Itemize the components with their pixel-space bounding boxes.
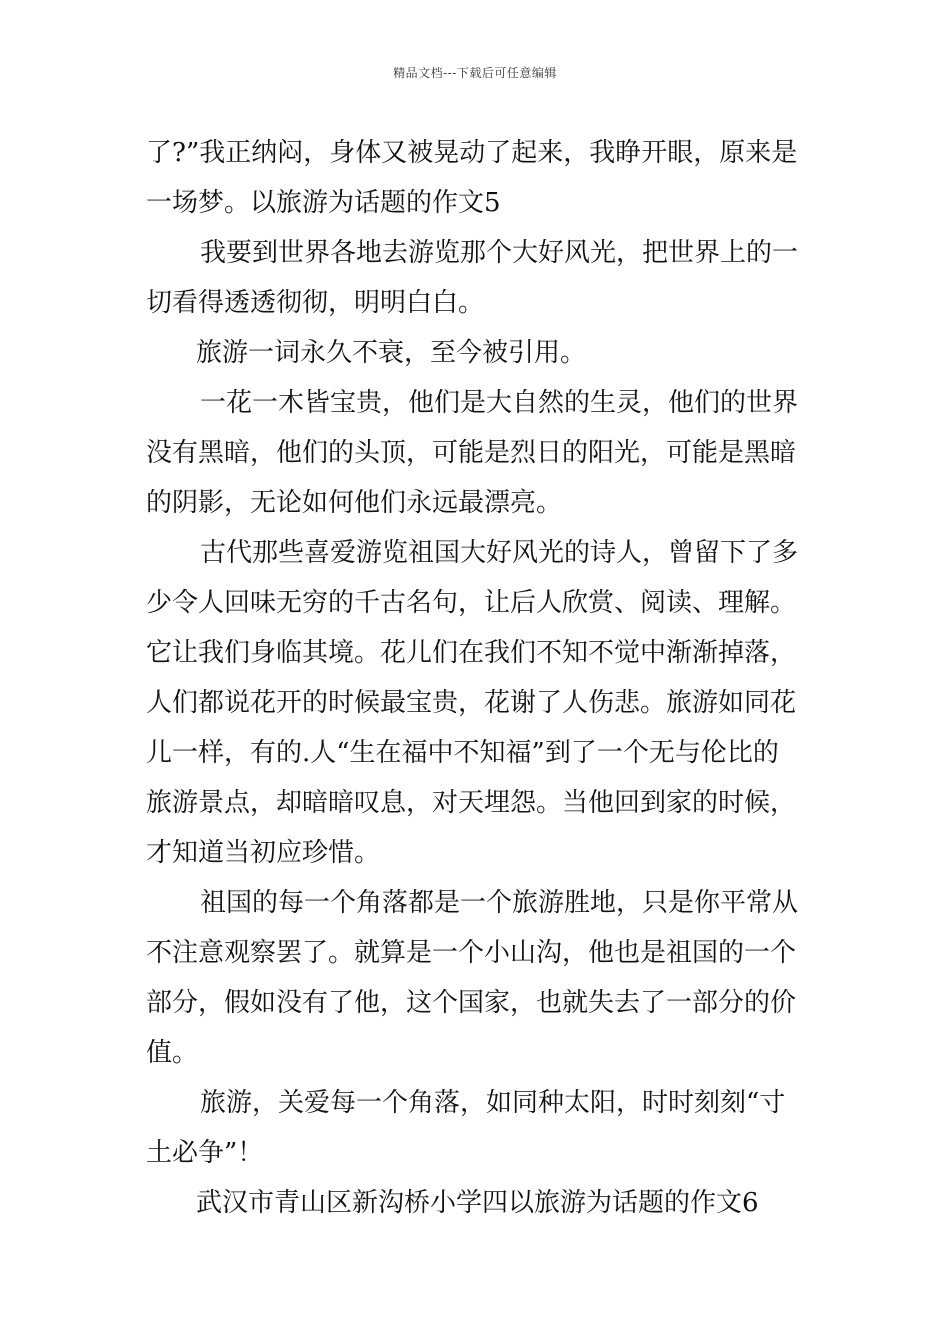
- text-line: 它让我们身临其境。花儿们在我们不知不觉中渐渐掉落，: [146, 638, 797, 668]
- text-line: 少令人回味无穷的千古名句，让后人欣赏、阅读、理解。: [146, 588, 797, 618]
- text-line: 祖国的每一个角落都是一个旅游胜地，只是你平常从: [200, 888, 799, 918]
- text-line: 一花一木皆宝贵，他们是大自然的生灵，他们的世界: [200, 388, 799, 418]
- text-line: 旅游，关爱每一个角落，如同种太阳，时时刻刻“寸: [200, 1088, 786, 1118]
- text-line: 我要到世界各地去游览那个大好风光，把世界上的一: [200, 238, 799, 268]
- text-line: 旅游景点，却暗暗叹息，对天埋怨。当他回到家的时候，: [146, 788, 797, 818]
- text-line: 人们都说花开的时候最宝贵，花谢了人伤悲。旅游如同花: [146, 688, 797, 718]
- text-line: 武汉市青山区新沟桥小学四以旅游为话题的作文6: [196, 1188, 759, 1218]
- text-line: 儿一样，有的.人“生在福中不知福”到了一个无与伦比的: [146, 738, 779, 768]
- text-line: 的阴影，无论如何他们永远最漂亮。: [146, 488, 563, 518]
- text-line: 了?”我正纳闷，身体又被晃动了起来，我睁开眼，原来是: [146, 138, 798, 168]
- text-line: 切看得透透彻彻，明明白白。: [146, 288, 485, 318]
- text-line: 不注意观察罢了。就算是一个小山沟，他也是祖国的一个: [146, 938, 797, 968]
- text-line: 才知道当初应珍惜。: [146, 838, 381, 868]
- text-line: 值。: [146, 1038, 199, 1068]
- text-line: 旅游一词永久不衰，至今被引用。: [196, 338, 587, 368]
- text-line: 一场梦。以旅游为话题的作文5: [146, 188, 501, 218]
- text-line: 没有黑暗，他们的头顶，可能是烈日的阳光，可能是黑暗: [146, 438, 797, 468]
- text-line: 部分，假如没有了他，这个国家，也就失去了一部分的价: [146, 988, 797, 1018]
- text-line: 土必争”！: [146, 1138, 264, 1168]
- text-line: 古代那些喜爱游览祖国大好风光的诗人，曾留下了多: [200, 538, 799, 568]
- document-body: [146, 128, 810, 1228]
- page-header: 精品文档---下载后可任意编辑: [393, 66, 557, 80]
